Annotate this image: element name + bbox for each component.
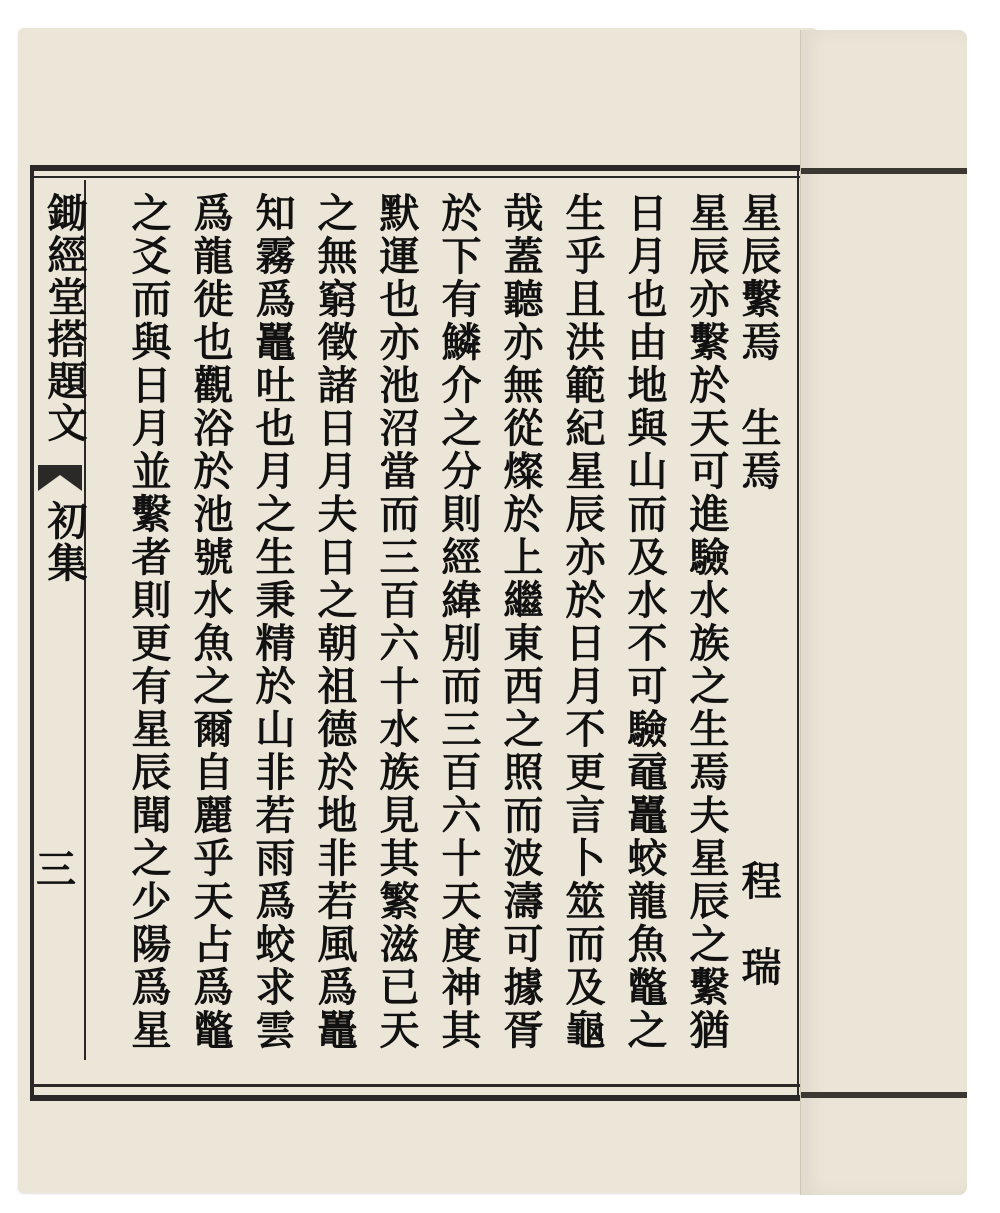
text-column-7: 之無窮徵諸日月夫日之朝祖德於地非若風爲鼉: [311, 192, 358, 1052]
text-column-2: 日月也由地與山而及水不可驗黿鼉蛟龍魚鼈之: [621, 192, 668, 1052]
frame-border-top: [34, 165, 800, 171]
text-column-3: 生乎且洪範紀星辰亦於日月不更言卜筮而及龜: [559, 192, 606, 1052]
author-name: 程 瑞: [735, 860, 782, 989]
text-column-5: 於下有鱗介之分則經緯別而三百六十天度神其: [435, 192, 482, 1052]
text-column-6: 默運也亦池沼當而三百六十水族見其繁滋已天: [373, 192, 420, 1052]
frame-border-left: [30, 165, 34, 1101]
frame-border-right: [797, 165, 799, 1101]
book-spine: [800, 30, 967, 1195]
page-number: 三: [36, 846, 76, 893]
spine-rule-bottom: [801, 1092, 967, 1098]
margin-title: 鋤經堂搭題文: [41, 192, 88, 444]
spine-rule-top: [801, 168, 967, 174]
frame-border-bottom: [34, 1095, 800, 1101]
text-column-10: 之爻而與日月並繫者則更有星辰聞之少陽爲星: [125, 192, 172, 1052]
text-column-title: 星辰繫焉 生焉: [735, 192, 782, 493]
text-column-4: 哉蓋聽亦無從燦於上繼東西之照而波濤可據胥: [497, 192, 544, 1052]
text-column-1: 星辰亦繫於天可進驗水族之生焉夫星辰之繫猶: [683, 192, 730, 1052]
margin-volume: 初集: [41, 500, 88, 584]
fish-tail-mark: [38, 465, 82, 491]
frame-border-top-inner: [34, 176, 800, 178]
frame-border-bottom-inner: [34, 1084, 800, 1087]
text-column-8: 知霧爲鼉吐也月之生秉精於山非若雨爲蛟求雲: [249, 192, 296, 1052]
text-column-9: 爲龍徙也觀浴於池號水魚之爾自麗乎天占爲鼈: [187, 192, 234, 1052]
